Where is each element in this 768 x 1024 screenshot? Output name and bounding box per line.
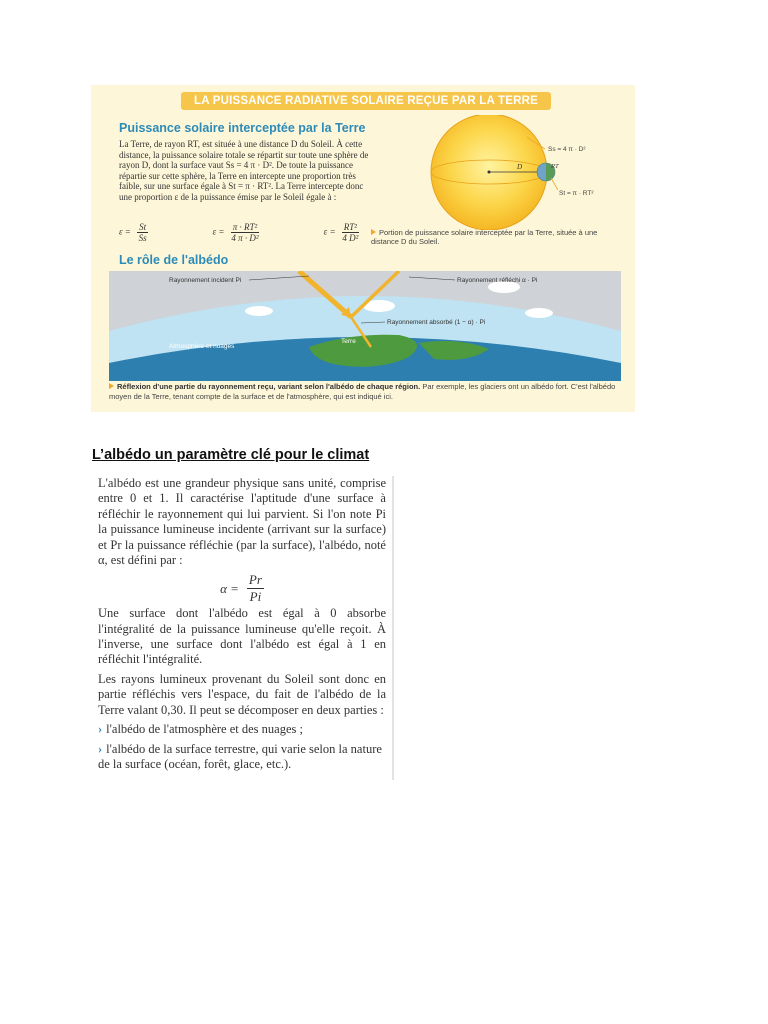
figure-banner: LA PUISSANCE RADIATIVE SOLAIRE REÇUE PAR LA TERRE xyxy=(181,92,551,110)
chevron-right-icon: › xyxy=(98,741,103,756)
formula-2: ε = $\frac{\text{π · RT²}}{\text{4 π · D²}}$ xyxy=(212,222,259,243)
paragraph-definition: L'albédo est une grandeur physique sans unité, comprise entre 0 et 1. Il caractérise l'aptitude d'une surface à réfléchir le rayonnement qui lui parvient. Si l'on note Pi la puissance lumineuse incidente (arrivant sur la surface) et Pr la puissance réfléchie (par la surface), l'albédo, noté α, est défini par : xyxy=(98,476,386,568)
triangle-bullet-icon xyxy=(109,383,114,389)
albedo-equation: α = $\frac{Pr}{Pi}$ xyxy=(220,572,262,604)
svg-text:RT: RT xyxy=(551,163,559,170)
svg-text:Rayonnement absorbé (1 − α) ·: Rayonnement absorbé (1 − α) · Pi xyxy=(387,319,486,326)
solar-power-paragraph: La Terre, de rayon RT, est située à une distance D du Soleil. À cette distance, la puissance solaire totale se répartit sur toute une sphère de rayon D, dont la surface vaut Ss = 4 π · D². De toute la puissance répartie sur cette sphère, la Terre en intercepte une proportion très faible, sur une surface égale à St = π · RT². La Terre intercepte donc une proportion ε de la puissance émise par le Soleil égale à : xyxy=(119,139,369,202)
svg-text:Rayonnement réfléchi α · Pi: Rayonnement réfléchi α · Pi xyxy=(457,277,538,284)
svg-text:St = π · RT²: St = π · RT² xyxy=(559,190,594,197)
list-item: › l'albédo de l'atmosphère et des nuages ; xyxy=(98,722,303,737)
albedo-caption: Réflexion d'une partie du rayonnement reçu, variant selon l'albédo de chaque région. Par exemple, les glaciers ont un albédo fort. C'est l'albédo moyen de la Terre, tenant compte de la surface et de l'atmosphère, qui est indiqué ici. xyxy=(109,382,616,401)
sun-sphere-diagram xyxy=(407,115,627,230)
paragraph-earth-albedo: Les rayons lumineux provenant du Soleil sont donc en partie réfléchis vers l'espace, du fait de l'albédo de la Terre valant 0,30. Il peut se décomposer en deux parties : xyxy=(98,671,386,717)
formula-1: ε = $\frac{St}{Ss}$ xyxy=(119,222,147,243)
section-title-solar-power: Puissance solaire interceptée par la Terre xyxy=(119,121,366,135)
section-heading: L’albédo un paramètre clé pour le climat xyxy=(92,447,370,463)
textbook-figure xyxy=(91,85,635,412)
sun-caption: Portion de puissance solaire interceptée par la Terre, située à une distance D du Soleil. xyxy=(371,228,598,246)
chevron-right-icon: › xyxy=(98,722,103,737)
triangle-bullet-icon xyxy=(371,229,376,235)
paragraph-extremes: Une surface dont l'albédo est égal à 0 absorbe l'intégralité de la puissance lumineuse qu'elle reçoit. À l'inverse, une surface dont l'albédo est égal à 1 en réfléchit l'intégralité. xyxy=(98,606,386,667)
albedo-diagram xyxy=(109,271,621,381)
albedo-definition-box xyxy=(92,476,392,780)
section-title-albedo-role: Le rôle de l'albédo xyxy=(119,253,229,267)
formula-3: ε = $\frac{\text{RT²}}{\text{4 D²}}$ xyxy=(323,222,359,243)
svg-text:D: D xyxy=(517,163,523,171)
svg-text:Ss = 4 π · D²: Ss = 4 π · D² xyxy=(548,146,586,153)
list-item: › l'albédo de la surface terrestre, qui varie selon la nature de la surface (océan, forêt, glace, etc.). xyxy=(98,741,382,771)
svg-text:Rayonnement incident Pi: Rayonnement incident Pi xyxy=(169,277,242,284)
svg-text:Atmosphère et nuages: Atmosphère et nuages xyxy=(169,343,235,350)
svg-text:Terre: Terre xyxy=(341,338,356,345)
epsilon-formulas xyxy=(119,222,359,243)
